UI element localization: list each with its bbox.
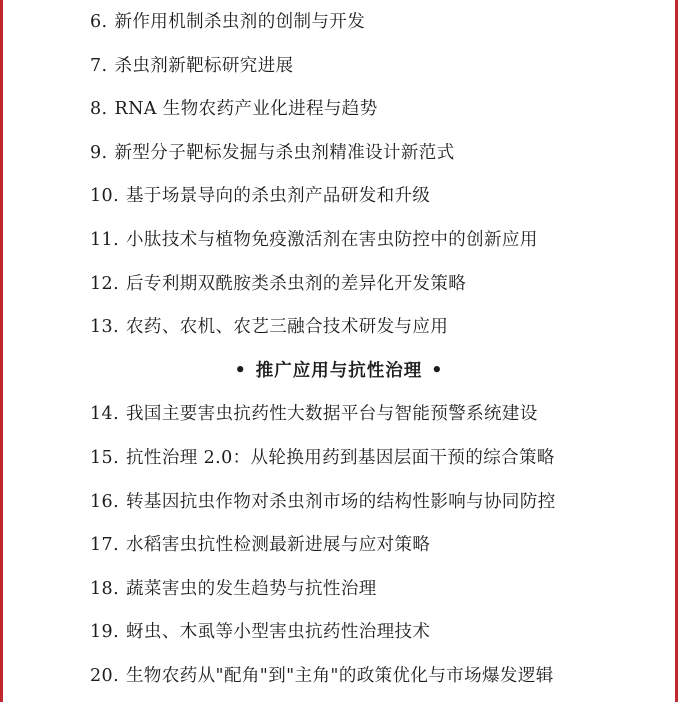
topic-number: 7.: [90, 55, 108, 76]
topic-text: 我国主要害虫抗药性大数据平台与智能预警系统建设: [126, 404, 538, 425]
topic-number: 10.: [90, 186, 120, 207]
topic-item: [90, 1, 650, 45]
topic-text: 后专利期双酰胺类杀虫剂的差异化开发策略: [126, 273, 467, 294]
topic-text: 小肽技术与植物免疫激活剂在害虫防控中的创新应用: [126, 229, 538, 250]
topic-text: 杀虫剂新靶标研究进展: [114, 55, 294, 76]
topic-item: [90, 88, 650, 132]
topic-item: [90, 611, 650, 655]
topic-text: RNA 生物农药产业化进程与趋势: [114, 99, 378, 120]
topic-text: 抗性治理 2.0：从轮换用药到基因层面干预的综合策略: [126, 447, 555, 468]
topic-text: 新型分子靶标发掘与杀虫剂精准设计新范式: [114, 142, 455, 163]
topic-item: [90, 568, 650, 612]
topic-item: [90, 481, 650, 525]
topic-number: 9.: [90, 142, 108, 163]
topic-item: [90, 263, 650, 307]
topic-number: 17.: [90, 535, 120, 556]
topic-number: 6.: [90, 12, 108, 32]
topic-text: 生物农药从"配角"到"主角"的政策优化与市场爆发逻辑: [126, 665, 554, 686]
section-heading: [0, 350, 678, 394]
topic-number: 19.: [90, 622, 120, 643]
topic-list: [90, 0, 650, 699]
topic-number: 13.: [90, 317, 120, 338]
topic-number: 16.: [90, 491, 120, 512]
section-title: 推广应用与抗性治理: [255, 360, 423, 381]
topic-item: [90, 306, 650, 350]
topic-text: 转基因抗虫作物对杀虫剂市场的结构性影响与协同防控: [126, 491, 556, 512]
topic-item: [90, 655, 650, 699]
topic-text: 蔬菜害虫的发生趋势与抗性治理: [126, 578, 377, 599]
topic-text: 蚜虫、木虱等小型害虫抗药性治理技术: [126, 622, 431, 643]
topic-number: 14.: [90, 404, 120, 425]
topic-number: 12.: [90, 273, 120, 294]
topic-item: [90, 437, 650, 481]
topic-item: [90, 175, 650, 219]
topic-number: 18.: [90, 578, 120, 599]
topic-item: [90, 219, 650, 263]
topic-item: [90, 524, 650, 568]
bullet-right: •: [431, 360, 444, 381]
topic-number: 15.: [90, 447, 120, 468]
topic-number: 11.: [90, 229, 120, 250]
topic-number: 20.: [90, 665, 120, 686]
topic-text: 水稻害虫抗性检测最新进展与应对策略: [126, 535, 431, 556]
topic-text: 新作用机制杀虫剂的创制与开发: [114, 12, 366, 32]
topic-item: [90, 45, 650, 89]
topic-item: [90, 132, 650, 176]
bullet-left: •: [234, 360, 247, 381]
topic-item: [90, 393, 650, 437]
topic-number: 8.: [90, 99, 108, 120]
topic-text: 基于场景导向的杀虫剂产品研发和升级: [126, 186, 431, 207]
topic-text: 农药、农机、农艺三融合技术研发与应用: [126, 317, 449, 338]
